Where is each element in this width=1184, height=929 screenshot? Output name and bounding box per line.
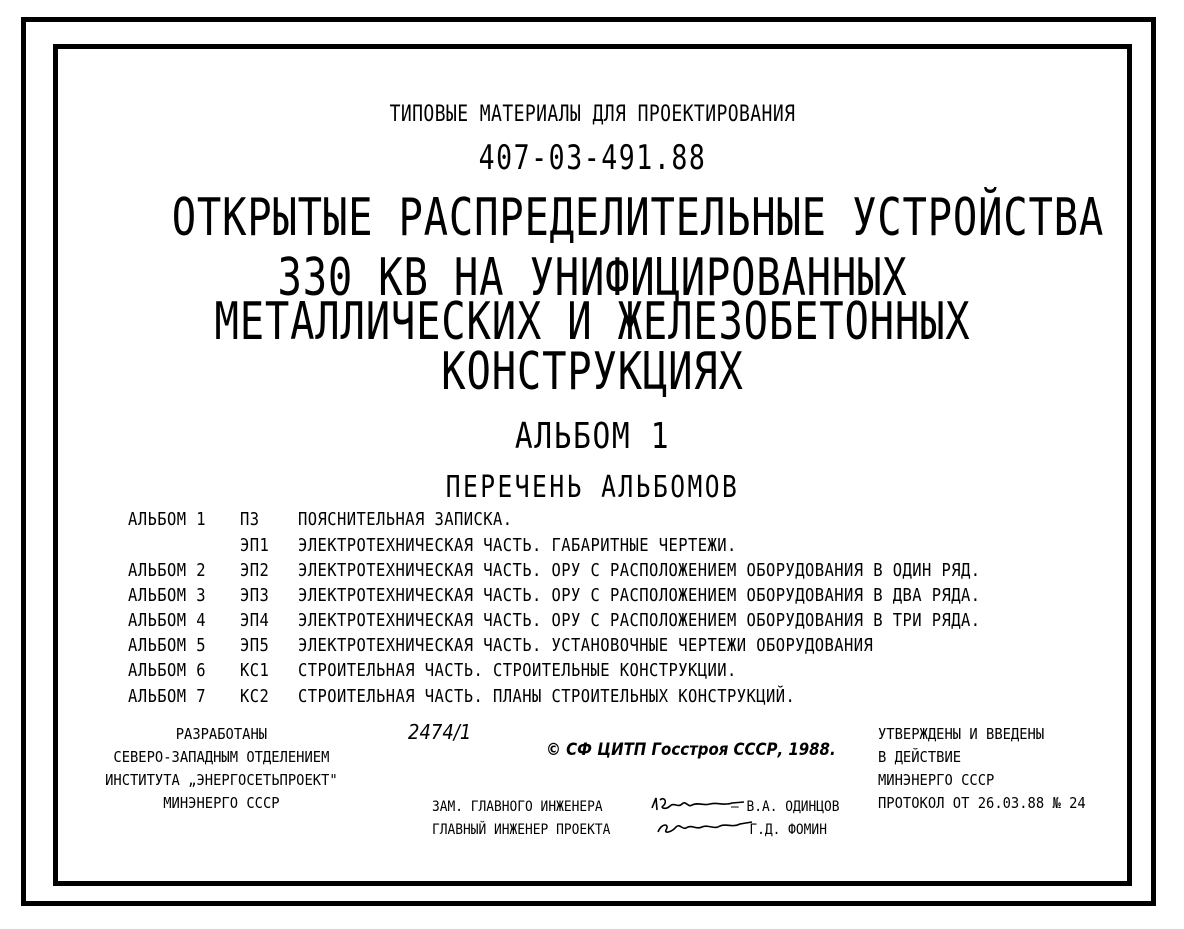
- title-line-2: 330 КВ НА УНИФИЦИРОВАННЫХ: [277, 248, 908, 308]
- album-description: ЭЛЕКТРОТЕХНИЧЕСКАЯ ЧАСТЬ. ОРУ С РАСПОЛОЖЕНИЕМ ОБОРУДОВАНИЯ В ТРИ РЯДА.: [298, 610, 981, 631]
- album-code: ПЗ: [240, 509, 260, 530]
- album-code: ЭП1: [240, 535, 270, 556]
- album-label: АЛЬБОМ 6: [128, 660, 207, 681]
- album-code: КС1: [240, 660, 270, 681]
- developed-line: МИНЭНЕРГО СССР: [163, 794, 280, 812]
- album-label: АЛЬБОМ 4: [128, 610, 207, 631]
- chief-role: ГЛАВНЫЙ ИНЖЕНЕР ПРОЕКТА: [432, 822, 611, 838]
- deputy-name: — В.А. ОДИНЦОВ: [731, 799, 840, 815]
- signature-scribbles: [648, 794, 758, 840]
- developed-line: РАЗРАБОТАНЫ: [175, 725, 268, 743]
- album-label: АЛЬБОМ 7: [128, 686, 207, 707]
- title-line-1: ОТКРЫТЫЕ РАСПРЕДЕЛИТЕЛЬНЫЕ УСТРОЙСТВА: [171, 188, 1105, 248]
- album-label: АЛЬБОМ 1: [128, 509, 207, 530]
- list-heading: ПЕРЕЧЕНЬ АЛЬБОМОВ: [445, 470, 740, 505]
- album-code: ЭП4: [240, 610, 270, 631]
- signature-block: [432, 796, 840, 842]
- album-description: ЭЛЕКТРОТЕХНИЧЕСКАЯ ЧАСТЬ. ОРУ С РАСПОЛОЖЕНИЕМ ОБОРУДОВАНИЯ В ОДИН РЯД.: [298, 560, 981, 581]
- album-label: АЛЬБОМ 3: [128, 585, 207, 606]
- approved-line: УТВЕРЖДЕНЫ И ВВЕДЕНЫ: [878, 725, 1045, 743]
- album-code: КС2: [240, 686, 270, 707]
- album-code: ЭП2: [240, 560, 270, 581]
- developed-line: ИНСТИТУТА „ЭНЕРГОСЕТЬПРОЕКТ": [105, 771, 338, 789]
- album-description: ЭЛЕКТРОТЕХНИЧЕСКАЯ ЧАСТЬ. УСТАНОВОЧНЫЕ ЧЕРТЕЖИ ОБОРУДОВАНИЯ: [298, 635, 874, 656]
- album-description: ЭЛЕКТРОТЕХНИЧЕСКАЯ ЧАСТЬ. ГАБАРИТНЫЕ ЧЕРТЕЖИ.: [298, 535, 737, 556]
- developed-by-block: [88, 723, 355, 815]
- album-description: ПОЯСНИТЕЛЬНАЯ ЗАПИСКА.: [298, 509, 513, 530]
- inventory-number: 2474/1: [408, 720, 472, 744]
- approved-line: МИНЭНЕРГО СССР: [878, 771, 995, 789]
- series-line: ТИПОВЫЕ МАТЕРИАЛЫ ДЛЯ ПРОЕКТИРОВАНИЯ: [389, 102, 796, 127]
- approved-line: В ДЕЙСТВИЕ: [878, 748, 962, 766]
- approved-line: ПРОТОКОЛ ОТ 26.03.88 № 24: [878, 794, 1086, 812]
- title-line-3: МЕТАЛЛИЧЕСКИХ И ЖЕЛЕЗОБЕТОННЫХ: [214, 292, 971, 352]
- developed-line: СЕВЕРО-ЗАПАДНЫМ ОТДЕЛЕНИЕМ: [113, 748, 330, 766]
- document-code: 407-03-491.88: [478, 138, 707, 178]
- album-code: ЭП3: [240, 585, 270, 606]
- album-code: ЭП5: [240, 635, 270, 656]
- chief-name: Г.Д. ФОМИН: [749, 822, 827, 838]
- album-number: АЛЬБОМ 1: [514, 416, 671, 457]
- album-label: АЛЬБОМ 5: [128, 635, 207, 656]
- album-label: АЛЬБОМ 2: [128, 560, 207, 581]
- copyright-note: © СФ ЦИТП Госстроя СССР, 1988.: [546, 740, 836, 760]
- album-description: СТРОИТЕЛЬНАЯ ЧАСТЬ. СТРОИТЕЛЬНЫЕ КОНСТРУКЦИИ.: [298, 660, 737, 681]
- album-description: СТРОИТЕЛЬНАЯ ЧАСТЬ. ПЛАНЫ СТРОИТЕЛЬНЫХ КОНСТРУКЦИЙ.: [298, 686, 796, 707]
- deputy-role: ЗАМ. ГЛАВНОГО ИНЖЕНЕРА: [432, 799, 603, 815]
- title-line-4: КОНСТРУКЦИЯХ: [441, 342, 744, 402]
- album-description: ЭЛЕКТРОТЕХНИЧЕСКАЯ ЧАСТЬ. ОРУ С РАСПОЛОЖЕНИЕМ ОБОРУДОВАНИЯ В ДВА РЯДА.: [298, 585, 981, 606]
- approved-block: [878, 723, 1086, 815]
